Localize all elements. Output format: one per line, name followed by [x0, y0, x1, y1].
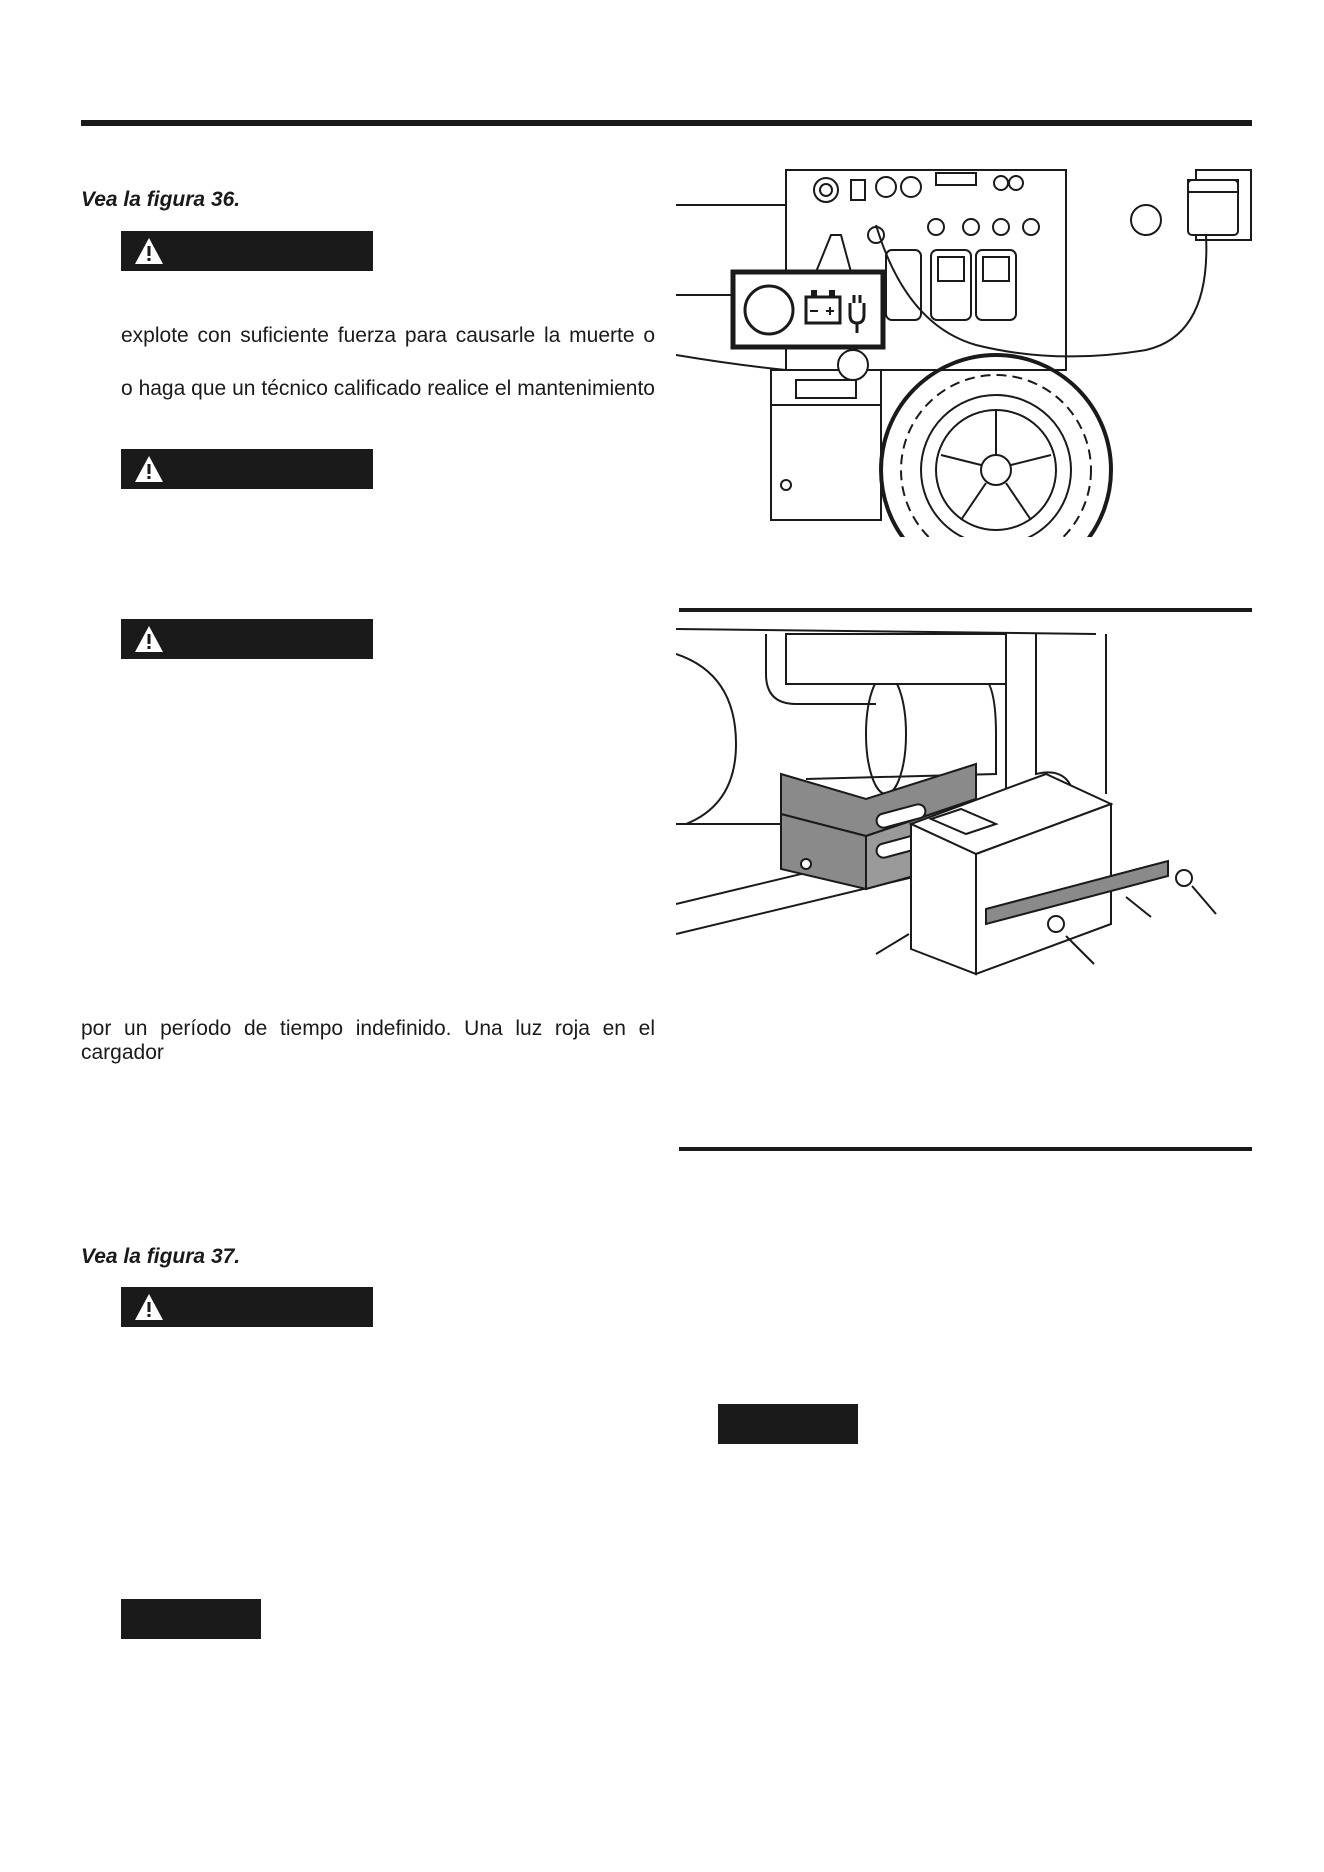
- warning-text-line-2: o haga que un técnico calificado realice el mantenimiento: [121, 377, 655, 400]
- figure-37-battery-tray-illustration: [676, 614, 1266, 1034]
- warning-triangle-icon: [133, 624, 165, 654]
- warning-triangle-icon: [133, 1292, 165, 1322]
- figure-reference-37: Vea la figura 37.: [81, 1245, 241, 1268]
- figure-reference-36: Vea la figura 36.: [81, 188, 241, 211]
- warning-banner-2: [121, 449, 373, 489]
- warning-triangle-icon: [133, 236, 165, 266]
- figure-rule-2: [679, 1147, 1252, 1151]
- header-rule: [81, 120, 1252, 126]
- warning-banner-4: [121, 1287, 373, 1327]
- warning-text-line-1: explote con suficiente fuerza para causarle la muerte o: [121, 324, 655, 347]
- notice-banner-left: [121, 1599, 261, 1639]
- warning-banner-1: [121, 231, 373, 271]
- figure-36-charger-illustration: [676, 165, 1266, 537]
- charger-text-line: por un período de tiempo indefinido. Una luz roja en el cargador: [81, 1017, 655, 1064]
- figure-rule-1: [679, 608, 1252, 612]
- warning-banner-3: [121, 619, 373, 659]
- warning-triangle-icon: [133, 454, 165, 484]
- notice-banner-right: [718, 1404, 858, 1444]
